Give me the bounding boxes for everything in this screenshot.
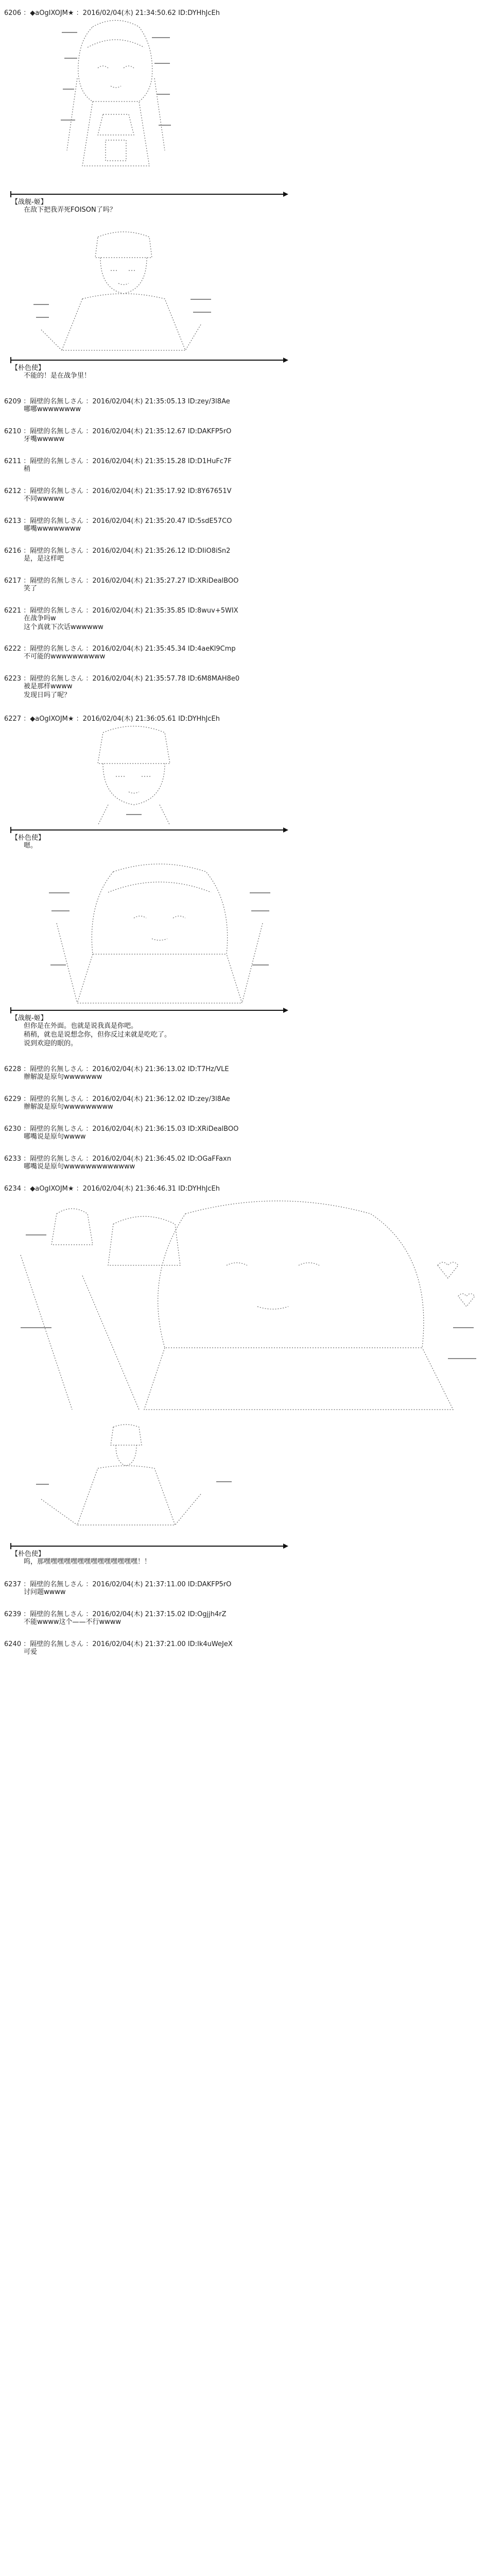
post-date: 2016/02/04(木) 21:35:12.67: [92, 428, 186, 435]
speech-text: 但你是在外面。也就是说我真是你吧。 稍稍，就也是说想念你，但你反过来就是吃吃了。 说到欢迎的眠的。: [24, 1022, 171, 1047]
post-header: 6237 ：隔壁的名無しさん ：2016/02/04(木) 21:37:11.00 ID:DAKFP5rO: [4, 1581, 232, 1588]
post-date: 2016/02/04(木) 21:35:57.78: [92, 675, 186, 683]
post-body: 稍: [24, 465, 31, 473]
post-number: 6211: [4, 457, 22, 465]
post-date: 2016/02/04(木) 21:37:21.00: [92, 1640, 186, 1648]
post-number: 6217: [4, 577, 22, 585]
post-body: 辦解說是原句wwwwwww: [24, 1073, 102, 1081]
post-body: 哪哪wwwwwwww: [24, 405, 81, 413]
post-id[interactable]: ID:XRiDealBOO: [187, 1125, 239, 1133]
post-number: 6206: [4, 9, 22, 17]
panel-divider: [11, 194, 284, 195]
post-date: 2016/02/04(木) 21:35:17.92: [92, 487, 186, 495]
post-body: 不可能的wwwwwwwwww: [24, 653, 106, 660]
post-id[interactable]: ID:6M8MAH8e0: [187, 675, 240, 683]
post-body: 笑了: [24, 585, 38, 592]
post-body: 哪嘴说是原句wwww: [24, 1133, 86, 1141]
post-number: 6221: [4, 607, 22, 615]
speaker-label: 【战舰-姬】: [11, 198, 47, 206]
ascii-art-girl-portrait: [57, 16, 175, 171]
post-date: 2016/02/04(木) 21:35:35.85: [92, 607, 186, 615]
post-body: 哪嘴wwwwwwww: [24, 525, 81, 533]
post-author: 隔壁的名無しさん: [30, 398, 84, 405]
post-author: 隔壁的名無しさん: [30, 428, 84, 435]
post-header: 6221 ：隔壁的名無しさん ：2016/02/04(木) 21:35:35.85 ID:8wuv+5WIX: [4, 607, 238, 615]
speaker-label: 【朴色使】: [11, 364, 45, 372]
ascii-art-figure: [72, 722, 196, 825]
post-header: 6209 ：隔壁的名無しさん ：2016/02/04(木) 21:35:05.13 ID:zey/3l8Ae: [4, 398, 230, 405]
post-id[interactable]: ID:DYHhJcEh: [178, 9, 220, 17]
speech-text: 不能的！是在战争里！: [24, 372, 91, 380]
post-date: 2016/02/04(木) 21:36:13.02: [92, 1065, 186, 1073]
post-date: 2016/02/04(木) 21:37:15.02: [92, 1611, 186, 1618]
post-id[interactable]: ID:DAKFP5rO: [187, 1581, 232, 1588]
post-author: 隔壁的名無しさん: [30, 645, 84, 653]
post-header: 6239 ：隔壁的名無しさん ：2016/02/04(木) 21:37:15.02 ID:Ogjjh4rZ: [4, 1611, 227, 1618]
ascii-art-figure: [10, 1193, 484, 1415]
post-date: 2016/02/04(木) 21:35:20.47: [92, 517, 186, 525]
post-number: 6240: [4, 1640, 22, 1648]
ascii-art-small-figure: [31, 1422, 247, 1540]
panel-divider: [11, 1010, 284, 1011]
speech-text: 嗯。: [24, 842, 38, 850]
post-date: 2016/02/04(木) 21:36:12.02: [92, 1095, 186, 1103]
post-number: 6230: [4, 1125, 22, 1133]
panel-divider: [11, 1546, 284, 1547]
post-author: 隔壁的名無しさん: [30, 577, 84, 585]
post-body: 辦解說是原句wwwwwwwww: [24, 1103, 113, 1111]
post-header: 6228 ：隔壁的名無しさん ：2016/02/04(木) 21:36:13.02 ID:T7Hz/VLE: [4, 1065, 229, 1073]
speech-text: 在敌下把我弄死FOISON了吗？: [24, 206, 116, 214]
post-date: 2016/02/04(木) 21:35:26.12: [92, 547, 186, 555]
post-number: 6233: [4, 1155, 22, 1163]
post-id[interactable]: ID:5sdE57CO: [187, 517, 232, 525]
post-id[interactable]: ID:Ogjjh4rZ: [187, 1611, 227, 1618]
post-author: 隔壁的名無しさん: [30, 1095, 84, 1103]
post-body: 在战争吗w 这个真就下次话wwwwww: [24, 615, 103, 631]
post-author: 隔壁的名無しさん: [30, 517, 84, 525]
post-author: 隔壁的名無しさん: [30, 1611, 84, 1618]
ascii-art-figure: [46, 861, 273, 1006]
post-author: 隔壁的名無しさん: [30, 1065, 84, 1073]
post-body: 是，是这样吧: [24, 555, 64, 563]
post-header: 6213 ：隔壁的名無しさん ：2016/02/04(木) 21:35:20.47 ID:5sdE57CO: [4, 517, 232, 525]
post-author: 隔壁的名無しさん: [30, 1581, 84, 1588]
post-date: 2016/02/04(木) 21:35:05.13: [92, 398, 186, 405]
post-author: 隔壁的名無しさん: [30, 487, 84, 495]
post-number: 6223: [4, 675, 22, 683]
post-number: 6216: [4, 547, 22, 555]
post-body: 讨问题wwww: [24, 1588, 66, 1596]
post-body: 不同wwwww: [24, 495, 65, 503]
post-author: 隔壁的名無しさん: [30, 1155, 84, 1163]
post-date: 2016/02/04(木) 21:36:15.03: [92, 1125, 186, 1133]
post-date: 2016/02/04(木) 21:36:46.31: [82, 1185, 176, 1193]
post-header: 6234 ：◆aOgIXOJM★ ：2016/02/04(木) 21:36:46.31 ID:DYHhJcEh: [4, 1185, 220, 1193]
post-author: ◆aOgIXOJM★: [30, 715, 74, 723]
post-author: ◆aOgIXOJM★: [30, 1185, 74, 1193]
post-id[interactable]: ID:Ik4uWeJeX: [187, 1640, 233, 1648]
ascii-art-boy-with-cap: [31, 227, 216, 355]
post-id[interactable]: ID:8wuv+5WIX: [187, 607, 238, 615]
post-header: 6206 ：◆aOgIXOJM★ ：2016/02/04(木) 21:34:50.62 ID:DYHhJcEh: [4, 9, 220, 17]
post-author: 隔壁的名無しさん: [30, 1640, 84, 1648]
post-body: 牙嘴wwwww: [24, 435, 65, 443]
post-author: ◆aOgIXOJM★: [30, 9, 74, 17]
post-id[interactable]: ID:T7Hz/VLE: [187, 1065, 229, 1073]
post-id[interactable]: ID:D1HuFc7F: [187, 457, 232, 465]
post-date: 2016/02/04(木) 21:34:50.62: [82, 9, 176, 17]
panel-divider: [11, 829, 284, 831]
post-number: 6237: [4, 1581, 22, 1588]
post-header: 6230 ：隔壁的名無しさん ：2016/02/04(木) 21:36:15.03 ID:XRiDealBOO: [4, 1125, 239, 1133]
post-date: 2016/02/04(木) 21:35:27.27: [92, 577, 186, 585]
post-header: 6229 ：隔壁的名無しさん ：2016/02/04(木) 21:36:12.02 ID:zey/3l8Ae: [4, 1095, 230, 1103]
post-id[interactable]: ID:zey/3l8Ae: [187, 398, 230, 405]
speaker-label: 【战舰-姬】: [11, 1014, 47, 1022]
ascii-art-girl-long-hair: [46, 861, 273, 1006]
ascii-art-figure: [57, 16, 175, 171]
post-body: 可爱: [24, 1648, 38, 1656]
post-body: 哪嘴说是原句wwwwwwwwwwwww: [24, 1163, 135, 1171]
post-date: 2016/02/04(木) 21:35:15.28: [92, 457, 186, 465]
post-number: 6222: [4, 645, 22, 653]
ascii-art-large-scene: [10, 1193, 484, 1415]
post-id[interactable]: ID:DIiO8iSn2: [187, 547, 231, 555]
post-date: 2016/02/04(木) 21:36:05.61: [82, 715, 176, 723]
post-id[interactable]: ID:DYHhJcEh: [178, 1185, 220, 1193]
post-date: 2016/02/04(木) 21:35:45.34: [92, 645, 186, 653]
post-id[interactable]: ID:DAKFP5rO: [187, 428, 232, 435]
post-date: 2016/02/04(木) 21:37:11.00: [92, 1581, 186, 1588]
ascii-art-figure: [31, 1422, 247, 1540]
post-author: 隔壁的名無しさん: [30, 675, 84, 683]
post-number: 6209: [4, 398, 22, 405]
ascii-art-boy-portrait: [72, 722, 196, 825]
post-author: 隔壁的名無しさん: [30, 607, 84, 615]
speech-text: 呜，那嘿嘿嘿嘿嘿嘿嘿嘿嘿嘿嘿嘿嘿嘿！！: [24, 1558, 151, 1566]
post-id[interactable]: ID:zey/3l8Ae: [187, 1095, 230, 1103]
post-header: 6210 ：隔壁的名無しさん ：2016/02/04(木) 21:35:12.67 ID:DAKFP5rO: [4, 428, 232, 435]
post-author: 隔壁的名無しさん: [30, 457, 84, 465]
post-date: 2016/02/04(木) 21:36:45.02: [92, 1155, 186, 1163]
post-header: 6240 ：隔壁的名無しさん ：2016/02/04(木) 21:37:21.00 ID:Ik4uWeJeX: [4, 1640, 233, 1648]
post-body: 被是那样wwww 发现日吗了呢？: [24, 683, 73, 699]
post-header: 6222 ：隔壁的名無しさん ：2016/02/04(木) 21:35:45.34 ID:4aeKl9Cmp: [4, 645, 236, 653]
post-id[interactable]: ID:4aeKl9Cmp: [187, 645, 236, 653]
panel-divider: [11, 360, 284, 361]
post-number: 6239: [4, 1611, 22, 1618]
post-number: 6228: [4, 1065, 22, 1073]
post-header: 6212 ：隔壁的名無しさん ：2016/02/04(木) 21:35:17.92 ID:8Y67651V: [4, 487, 232, 495]
post-body: 不能wwww这个——不行wwww: [24, 1618, 122, 1626]
ascii-art-figure: [31, 227, 216, 355]
post-number: 6229: [4, 1095, 22, 1103]
post-id[interactable]: ID:OGaFFaxn: [187, 1155, 231, 1163]
post-author: 隔壁的名無しさん: [30, 1125, 84, 1133]
post-author: 隔壁的名無しさん: [30, 547, 84, 555]
post-header: 6217 ：隔壁的名無しさん ：2016/02/04(木) 21:35:27.27 ID:XRiDealBOO: [4, 577, 239, 585]
post-id[interactable]: ID:8Y67651V: [187, 487, 232, 495]
post-number: 6210: [4, 428, 22, 435]
post-header: 6211 ：隔壁的名無しさん ：2016/02/04(木) 21:35:15.28 ID:D1HuFc7F: [4, 457, 232, 465]
post-header: 6223 ：隔壁的名無しさん ：2016/02/04(木) 21:35:57.78 ID:6M8MAH8e0: [4, 675, 240, 683]
post-number: 6213: [4, 517, 22, 525]
post-id[interactable]: ID:XRiDealBOO: [187, 577, 239, 585]
post-number: 6234: [4, 1185, 22, 1193]
post-header: 6233 ：隔壁的名無しさん ：2016/02/04(木) 21:36:45.02 ID:OGaFFaxn: [4, 1155, 231, 1163]
post-header: 6227 ：◆aOgIXOJM★ ：2016/02/04(木) 21:36:05.61 ID:DYHhJcEh: [4, 715, 220, 723]
speaker-label: 【朴色使】: [11, 834, 45, 842]
post-id[interactable]: ID:DYHhJcEh: [178, 715, 220, 723]
post-number: 6227: [4, 715, 22, 723]
speaker-label: 【朴色使】: [11, 1550, 45, 1558]
post-header: 6216 ：隔壁的名無しさん ：2016/02/04(木) 21:35:26.12 ID:DIiO8iSn2: [4, 547, 231, 555]
post-number: 6212: [4, 487, 22, 495]
